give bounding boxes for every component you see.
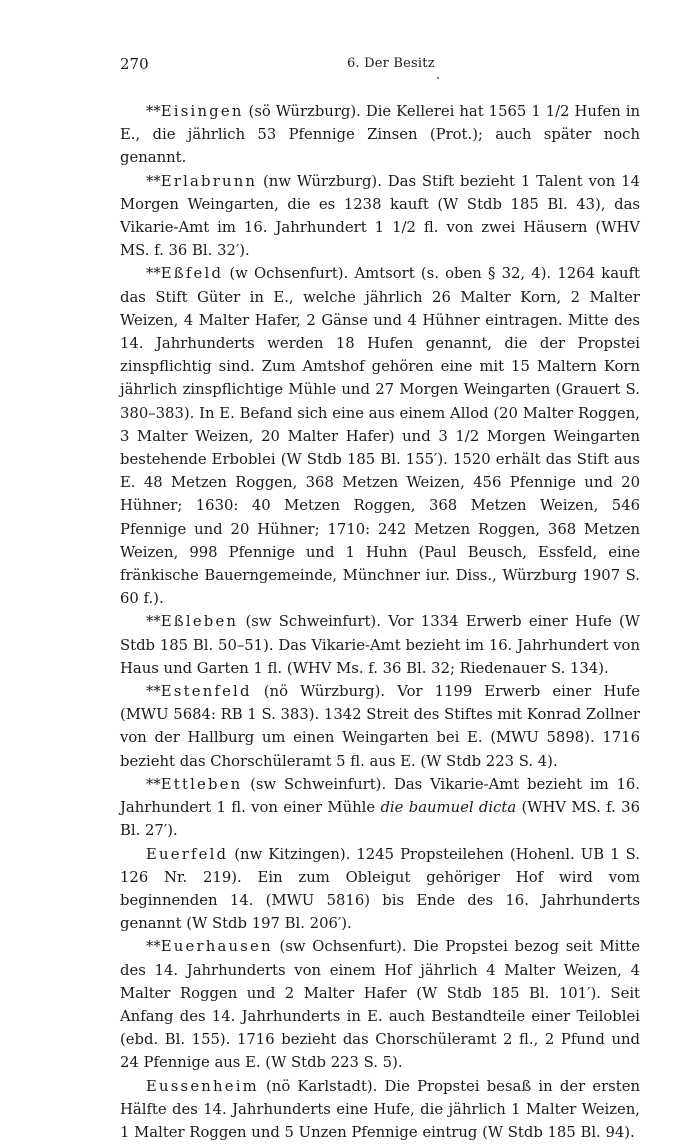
entry-essfeld <box>120 262 640 610</box>
entry-prefix: ** <box>146 172 161 190</box>
entry-essleben <box>120 610 640 680</box>
entry-text-after: (WHV MS. f. 36 Bl. 27′). <box>120 799 640 840</box>
entry-prefix: ** <box>146 103 161 120</box>
place-name: Erlabrunn <box>160 172 258 190</box>
place-name: Euerhausen <box>160 938 273 956</box>
place-name: Eisingen <box>160 103 244 120</box>
entry-eussenheim <box>120 1075 640 1144</box>
entry-text: (sw Schweinfurt). Vor 1334 Erwerb einer Hufe (W Stdb 185 Bl. 50–51). Das Vikarie-Amt bezieht im 16. Jahrhundert von Haus und Garten 1 fl. (WHV Ms. f. 36 Bl. 32; Riedenauer S. 134). <box>120 613 640 677</box>
entry-prefix: ** <box>146 265 161 283</box>
entry-text: (nö Karlstadt). Die Propstei besaß in der ersten Hälfte des 14. Jahrhunderts eine Hufe, die jährlich 1 Malter Weizen, 1 Malter Roggen und 5 Unzen Pfennige eintrug (W Stdb 185 Bl. 94). <box>120 1077 640 1141</box>
body-text <box>120 100 640 1144</box>
entry-text: (w Ochsenfurt). Amtsort (s. oben § 32, 4). 1264 kauft das Stift Güter in E., welche jährlich 26 Malter Korn, 2 Malter Weizen, 4 Malter Hafer, 2 Gänse und 4 Hühner eintragen. Mitte des 14. Jahrhunderts werden 18 Hufen genannt, die der Propstei zinspflichtig sind. Zum Amtshof gehören eine mit 15 Maltern Korn jährlich zinspflichtige Mühle und 27 Morgen Weingarten (Grauert S. 380–383). In E. Befand sich eine aus einem Allod (20 Malter Roggen, 3 Malter Weizen, 20 Malter Hafer) und 3 1/2 Morgen Weingarten bestehende Erboblei (W Stdb 185 Bl. 155′). 1520 erhält das Stift aus E. 48 Metzen Roggen, 368 Metzen Weizen, 456 Pfennige und 20 Hühner; 1630: 40 Metzen Roggen, 368 Metzen Weizen, 546 Pfennige und 20 Hühner; 1710: 242 Metzen Roggen, 368 Metzen Weizen, 998 Pfennige und 1 Huhn (Paul Beusch, Essfeld, eine fränkische Bauerngemeinde, Münchner iur. Diss., Würzburg 1907 S. 60 f.). <box>120 265 640 608</box>
place-name: Ettleben <box>160 775 243 793</box>
place-name: Eßfeld <box>160 265 224 283</box>
entry-euerhausen <box>120 935 640 1074</box>
running-head: 6. Der Besitz <box>347 56 435 71</box>
entry-prefix: ** <box>146 775 161 793</box>
header-dot <box>437 77 439 79</box>
place-name: Eßleben <box>160 613 239 631</box>
entry-text: (nö Würzburg). Vor 1199 Erwerb einer Hufe (MWU 5684: RB 1 S. 383). 1342 Streit des Stiftes mit Konrad Zollner von der Hallburg um einen Weingarten bei E. (MWU 5898). 1716 bezieht das Chorschüleramt 5 fl. aus E. (W Stdb 223 S. 4). <box>120 683 640 770</box>
entry-estenfeld <box>120 680 640 773</box>
entry-ettleben <box>120 773 640 843</box>
page-number: 270 <box>120 55 149 73</box>
entry-text: (sö Würzburg). Die Kellerei hat 1565 1 1/2 Hufen in E., die jährlich 53 Pfennige Zinsen (Prot.); auch später noch genannt. <box>120 103 640 167</box>
entry-italic-quote: die baumuel dicta <box>380 799 517 817</box>
place-name: Eussenheim <box>146 1077 259 1095</box>
place-name: Euerfeld <box>146 845 229 863</box>
place-name: Estenfeld <box>160 683 252 701</box>
entry-prefix: ** <box>146 683 161 701</box>
entry-erlabrunn <box>120 170 640 263</box>
entry-euerfeld <box>120 843 640 936</box>
entry-text: (sw Ochsenfurt). Die Propstei bezog seit Mitte des 14. Jahrhunderts von einem Hof jährlich 4 Malter Weizen, 4 Malter Roggen und 2 Malter Hafer (W Stdb 185 Bl. 101′). Seit Anfang des 14. Jahrhunderts in E. auch Bestandteile einer Teiloblei (ebd. Bl. 155). 1716 bezieht das Chorschüleramt 2 fl., 2 Pfund und 24 Pfennige aus E. (W Stdb 223 S. 5). <box>120 938 640 1072</box>
entry-prefix: ** <box>146 613 161 631</box>
entry-text: (nw Kitzingen). 1245 Propsteilehen (Hohenl. UB 1 S. 126 Nr. 219). Ein zum Obleigut gehöriger Hof wird vom beginnenden 14. (MWU 5816) bis Ende des 16. Jahrhunderts genannt (W Stdb 197 Bl. 206′). <box>120 845 640 933</box>
entry-eisingen <box>120 100 640 170</box>
entry-prefix: ** <box>146 938 161 956</box>
entry-text: (sw Schweinfurt). Das Vikarie-Amt bezieht im 16. Jahrhundert 1 fl. von einer Mühle <box>120 775 640 817</box>
page-header <box>120 55 640 77</box>
entry-text: (nw Würzburg). Das Stift bezieht 1 Talent von 14 Morgen Weingarten, die es 1238 kauft (W Stdb 185 Bl. 43), das Vikarie-Amt im 16. Jahrhundert 1 1/2 fl. von zwei Häusern (WHV MS. f. 36 Bl. 32′). <box>120 172 640 260</box>
